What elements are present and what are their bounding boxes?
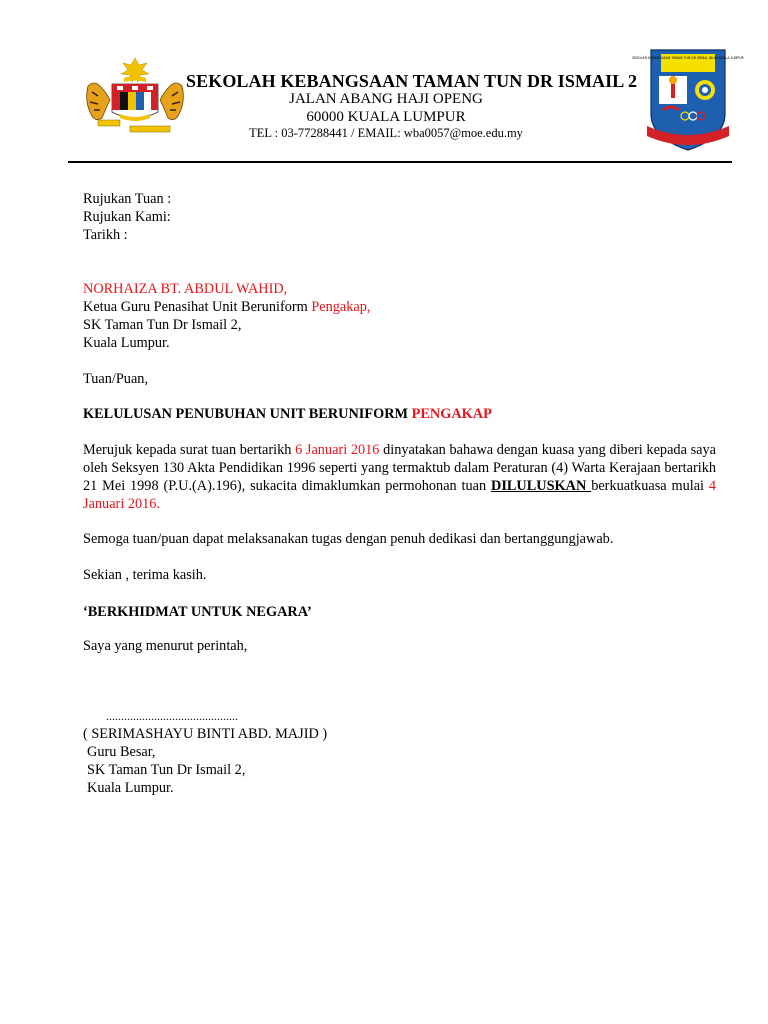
signatory-position: Guru Besar, [87, 744, 156, 760]
subject-line [83, 405, 492, 423]
closing-line: Saya yang menurut perintah, [83, 638, 248, 654]
school-name: SEKOLAH KEBANGSAAN TAMAN TUN DR ISMAIL 2 [186, 71, 638, 91]
recipient-city: Kuala Lumpur. [83, 335, 170, 351]
recipient-school: SK Taman Tun Dr Ismail 2, [83, 317, 242, 333]
thanks-line: Sekian , terima kasih. [83, 567, 207, 583]
recipient-title [83, 298, 370, 316]
our-reference: Rujukan Kami: [83, 209, 171, 225]
malaysia-coat-of-arms-icon [80, 56, 190, 138]
signature-line: ............................................ [106, 709, 238, 723]
date-label: Tarikh : [83, 227, 128, 243]
wishes-paragraph: Semoga tuan/puan dapat melaksanakan tugas dengan penuh dedikasi dan bertanggungjawab. [83, 531, 614, 547]
recipient-name: NORHAIZA BT. ABDUL WAHID, [83, 281, 288, 297]
body-text-2: dinyatakan bahawa dengan kuasa yang diberi kepada saya oleh Seksyen 130 Akta Pendidikan 1996 seperti yang termaktub dalam Peraturan (4) Warta Kerajaan bertarikh 21 Mei 1998 (P.U.(A).196), sukacita dimaklumkan permohonan tuan [83, 442, 716, 494]
approved-word: DILULUSKAN [491, 478, 592, 494]
signatory-name: ( SERIMASHAYU BINTI ABD. MAJID ) [83, 726, 328, 742]
subject-unit: PENGAKAP [411, 406, 492, 422]
signatory-school: SK Taman Tun Dr Ismail 2, [87, 762, 246, 778]
recipient-unit: Pengakap, [311, 299, 371, 315]
your-reference: Rujukan Tuan : [83, 191, 172, 207]
crest-text-line-1: SEKOLAH KEBANGSAAN TAMAN TUN DR ISMAIL (DUA) KUALA LUMPUR [632, 56, 744, 60]
request-date: 6 Januari 2016 [295, 442, 380, 458]
motto: ‘BERKHIDMAT UNTUK NEGARA’ [83, 604, 312, 620]
header-divider [68, 161, 732, 163]
school-crest-icon [632, 46, 744, 154]
recipient-title-text: Ketua Guru Penasihat Unit Beruniform [83, 299, 312, 315]
body-paragraph [83, 441, 716, 513]
address-line-2: 60000 KUALA LUMPUR [306, 109, 466, 125]
effective-date: 4 Januari 2016. [83, 478, 717, 512]
body-text-3: berkuatkuasa mulai [591, 478, 709, 494]
body-text-1: Merujuk kepada surat tuan bertarikh [83, 442, 296, 458]
signatory-city: Kuala Lumpur. [87, 780, 174, 796]
salutation: Tuan/Puan, [83, 371, 149, 387]
address-line-1: JALAN ABANG HAJI OPENG [289, 91, 483, 107]
contact-line: TEL : 03-77288441 / EMAIL: wba0057@moe.edu.my [249, 126, 523, 140]
subject-text: KELULUSAN PENUBUHAN UNIT BERUNIFORM [83, 406, 412, 422]
